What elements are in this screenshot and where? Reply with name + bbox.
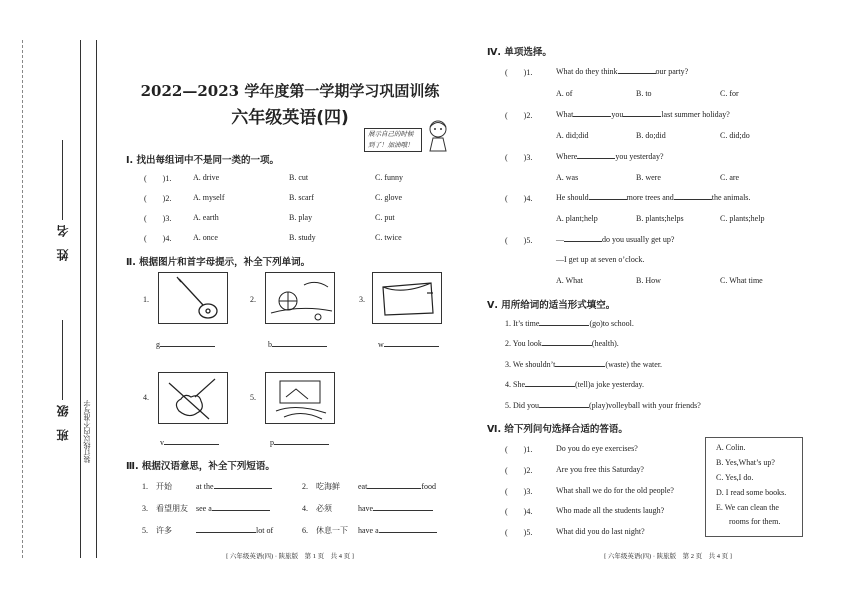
phrase-blank[interactable]: at the [196,482,272,491]
sec6-heading: Ⅵ. 给下列问句选择合适的答语。 [487,424,628,435]
match-question: What did you do last night? [556,527,645,536]
phrase-number: 6. [302,526,308,535]
match-number[interactable]: ( )4. [505,507,533,516]
match-question: What shall we do for the old people? [556,486,674,495]
phrase-blank[interactable]: see a [196,504,270,513]
pic-number: 5. [250,393,256,402]
hint-letter: b [268,340,327,349]
phrase-cn: 开始 [156,482,172,491]
option-c: C. are [720,173,740,182]
hint-letter: g [156,340,215,349]
sec1-num[interactable]: ( )2. [144,194,172,203]
fill-item[interactable]: 2. You look (health). [505,339,619,348]
phrase-blank[interactable]: have [358,504,433,513]
option-c: C. What time [720,276,763,285]
pic-number: 1. [143,295,149,304]
option-b: B. How [636,276,661,285]
option-c: C. twice [375,233,402,242]
fill-item[interactable]: 3. We shouldn’t (waste) the water. [505,360,663,369]
violin-image [158,372,228,424]
mc-number[interactable]: ( )1. [505,68,533,77]
class-label: 班 级 [56,405,70,441]
page1-footer: [ 六年级英语(四) · 陕旅版 第 1 页 共 4 页 ] [226,553,354,560]
hint-letter: v [160,438,219,447]
match-number[interactable]: ( )2. [505,466,533,475]
match-question: Who made all the students laugh? [556,506,665,515]
hint-letter: p [270,438,329,447]
answer-option: D. I read some books. [716,488,787,497]
mc-number[interactable]: ( )4. [505,194,533,203]
cartoon-girl-icon [425,118,451,156]
binding-note: 装订线以内不准写字 [83,400,91,463]
sec1-num[interactable]: ( )3. [144,214,172,223]
phrase-number: 5. [142,526,148,535]
answer-option: C. Yes,I do. [716,473,754,482]
phrase-cn: 必须 [316,504,332,513]
option-c: C. put [375,213,395,222]
option-a: A. earth [193,213,219,222]
phrase-blank[interactable]: lot of [196,526,273,535]
match-question: Are you free this Saturday? [556,465,644,474]
phrase-blank[interactable]: eat food [358,482,436,491]
page-title: 2022—2023 学年度第一学期学习巩固训练 [140,82,440,100]
phrase-cn: 看望朋友 [156,504,188,513]
guitar-image [158,272,228,324]
fill-item[interactable]: 1. It’s time (go)to school. [505,319,634,328]
phrase-cn: 吃海鲜 [316,482,340,491]
sec2-heading: Ⅱ. 根据图片和首字母提示，补全下列单词。 [126,257,311,268]
hint-letter: w [378,340,439,349]
class-blank[interactable] [62,320,63,400]
mc-question: What you last summer holiday? [556,110,730,119]
option-b: B. study [289,233,316,242]
option-c: C. for [720,89,739,98]
option-a: A. of [556,89,573,98]
sec4-heading: Ⅳ. 单项选择。 [487,47,552,58]
mc-number[interactable]: ( )5. [505,236,533,245]
encourage-badge: 展示自己的时候到了！加油哦！ [364,128,422,152]
option-c: C. funny [375,173,403,182]
margin-line-2 [96,40,97,558]
phrase-number: 3. [142,504,148,513]
option-b: B. to [636,89,652,98]
fill-item[interactable]: 4. She (tell)a joke yesterday. [505,380,645,389]
match-number[interactable]: ( )5. [505,528,533,537]
option-b: B. play [289,213,313,222]
match-number[interactable]: ( )3. [505,487,533,496]
mc-number[interactable]: ( )3. [505,153,533,162]
option-a: A. drive [193,173,220,182]
mc-question: — do you usually get up? [556,235,675,244]
phrase-cn: 许多 [156,526,172,535]
mc-number[interactable]: ( )2. [505,111,533,120]
name-blank[interactable] [62,140,63,220]
mc-question: Where you yesterday? [556,152,664,161]
option-c: C. plants;help [720,214,765,223]
mc-question: What do they think our party? [556,67,689,76]
option-b: B. cut [289,173,309,182]
option-b: B. plants;helps [636,214,684,223]
page2-footer: [ 六年级英语(四) · 陕旅版 第 2 页 共 4 页 ] [604,553,732,560]
pic-number: 2. [250,295,256,304]
mc-question: He should more trees and the animals. [556,193,751,202]
margin-line [80,40,81,558]
sec1-heading: Ⅰ. 找出每组词中不是同一类的一项。 [126,155,279,166]
option-a: A. did;did [556,131,589,140]
answer-option: A. Colin. [716,443,746,452]
answer-option: rooms for them. [729,517,781,526]
phrase-number: 1. [142,482,148,491]
sec5-heading: Ⅴ. 用所给词的适当形式填空。 [487,300,616,311]
pollution-image [265,372,335,424]
option-a: A. once [193,233,218,242]
option-a: A. What [556,276,583,285]
option-a: A. was [556,173,579,182]
option-c: C. glove [375,193,403,202]
phrase-number: 4. [302,504,308,513]
beach-image [265,272,335,324]
phrase-blank[interactable]: have a [358,526,437,535]
outer-dash-line [22,40,23,558]
match-number[interactable]: ( )1. [505,445,533,454]
wallet-image [372,272,442,324]
option-a: A. myself [193,193,225,202]
name-label: 姓 名 [56,225,70,261]
sec1-num[interactable]: ( )1. [144,174,172,183]
option-c: C. did;do [720,131,750,140]
phrase-number: 2. [302,482,308,491]
fill-item[interactable]: 5. Did you (play)volleyball with your friends? [505,401,701,410]
phrase-cn: 休息一下 [316,526,348,535]
sec1-num[interactable]: ( )4. [144,234,172,243]
option-b: B. do;did [636,131,666,140]
option-b: B. scarf [289,193,314,202]
mc-dialogue: —I get up at seven o’clock. [556,255,645,264]
match-question: Do you do eye exercises? [556,444,638,453]
answer-option: E. We can clean the [716,503,779,512]
page-subtitle: 六年级英语(四) [231,108,349,128]
sec3-heading: Ⅲ. 根据汉语意思，补全下列短语。 [126,461,275,472]
pic-number: 3. [359,295,365,304]
pic-number: 4. [143,393,149,402]
option-b: B. were [636,173,661,182]
answer-option: B. Yes,What’s up? [716,458,775,467]
answer-options-box [705,437,803,537]
option-a: A. plant;help [556,214,598,223]
